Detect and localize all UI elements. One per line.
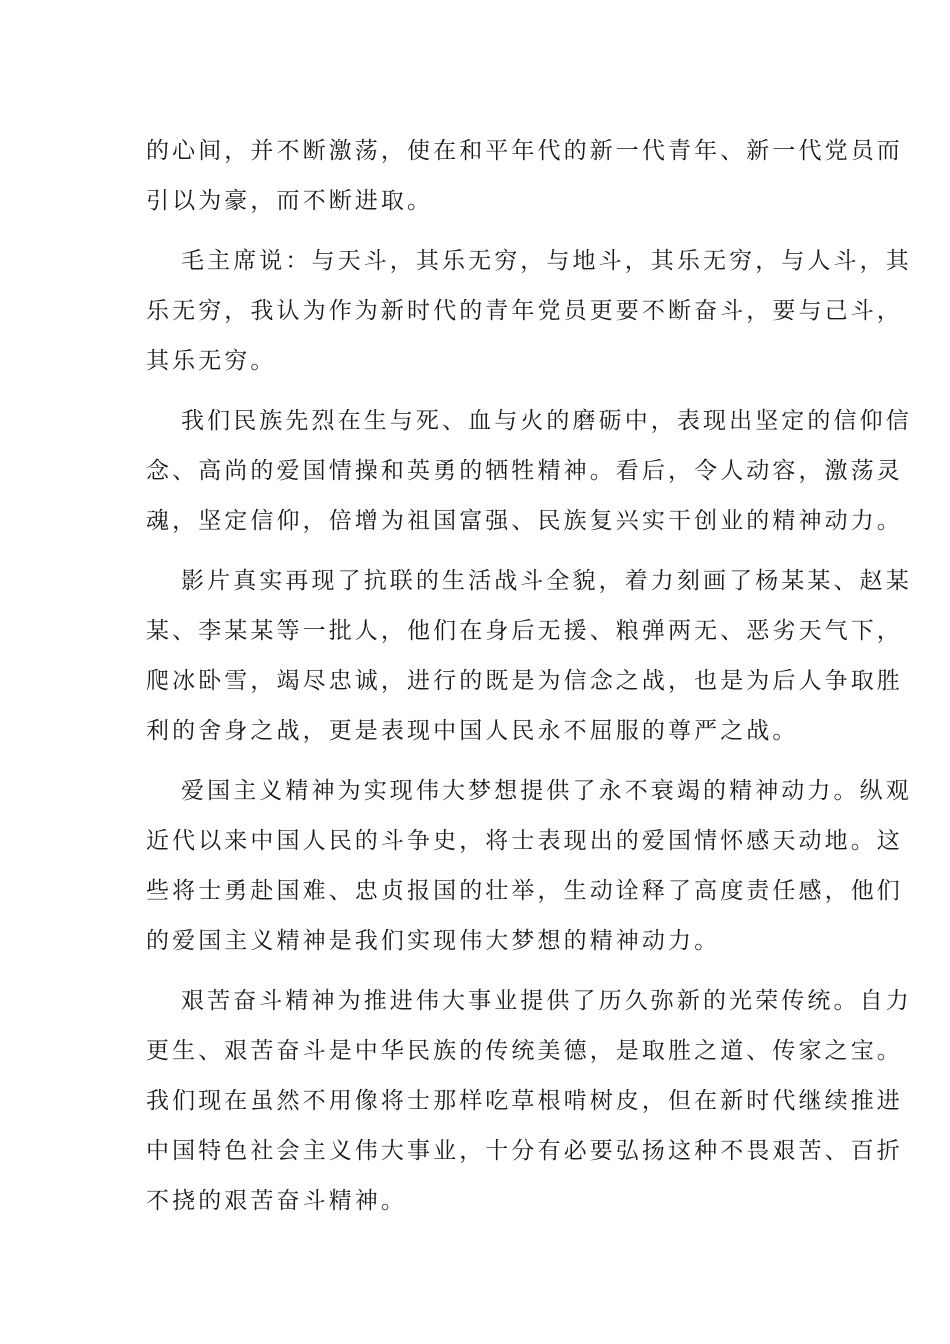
text-line: 艰苦奋斗精神为推进伟大事业提供了历久弥新的光荣传统。自力: [181, 988, 912, 1014]
text-line: 不挠的艰苦奋斗精神。: [146, 1188, 407, 1214]
text-line: 我们现在虽然不用像将士那样吃草根啃树皮，但在新时代继续推进: [146, 1088, 903, 1114]
text-line: 某、李某某等一批人，他们在身后无援、粮弹两无、恶劣天气下，: [146, 618, 903, 644]
text-line: 近代以来中国人民的斗争史，将士表现出的爱国情怀感天动地。这: [146, 828, 903, 854]
text-line: 其乐无穷。: [146, 348, 277, 374]
text-line: 乐无穷，我认为作为新时代的青年党员更要不断奋斗，要与己斗，: [146, 298, 903, 324]
text-line: 魂，坚定信仰，倍增为祖国富强、民族复兴实干创业的精神动力。: [146, 508, 903, 534]
text-line: 我们民族先烈在生与死、血与火的磨砺中，表现出坚定的信仰信: [181, 408, 912, 434]
text-line: 爬冰卧雪，竭尽忠诚，进行的既是为信念之战，也是为后人争取胜: [146, 668, 903, 694]
text-line: 毛主席说：与天斗，其乐无穷，与地斗，其乐无穷，与人斗，其: [181, 248, 912, 274]
text-line: 利的舍身之战，更是表现中国人民永不屈服的尊严之战。: [146, 718, 799, 744]
text-line: 爱国主义精神为实现伟大梦想提供了永不衰竭的精神动力。纵观: [181, 778, 912, 804]
text-line: 更生、艰苦奋斗是中华民族的传统美德，是取胜之道、传家之宝。: [146, 1038, 903, 1064]
text-line: 的爱国主义精神是我们实现伟大梦想的精神动力。: [146, 928, 721, 954]
text-line: 念、高尚的爱国情操和英勇的牺牲精神。看后，令人动容，激荡灵: [146, 458, 903, 484]
text-line: 影片真实再现了抗联的生活战斗全貌，着力刻画了杨某某、赵某: [181, 568, 912, 594]
text-line: 的心间，并不断激荡，使在和平年代的新一代青年、新一代党员而: [146, 138, 903, 164]
text-line: 些将士勇赴国难、忠贞报国的壮举，生动诠释了高度责任感，他们: [146, 878, 903, 904]
text-line: 中国特色社会主义伟大事业，十分有必要弘扬这种不畏艰苦、百折: [146, 1138, 903, 1164]
text-line: 引以为豪，而不断进取。: [146, 188, 434, 214]
